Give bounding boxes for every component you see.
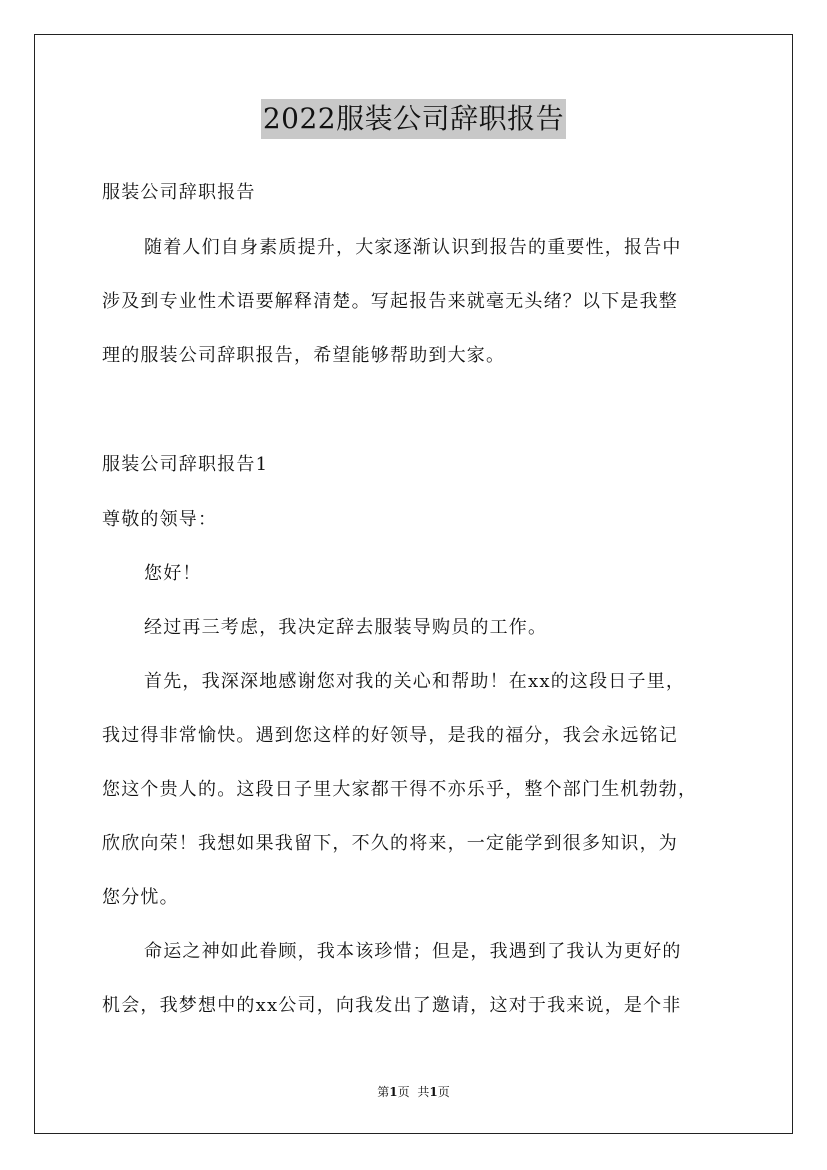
body-line-6: 您分忧。 xyxy=(102,887,179,908)
body-line-2: 首先，我深深地感谢您对我的关心和帮助！在xx的这段日子里， xyxy=(144,671,686,692)
page-footer xyxy=(0,1084,827,1100)
intro-line-1: 随着人们自身素质提升，大家逐渐认识到报告的重要性，报告中 xyxy=(144,237,682,258)
page-prefix: 第 xyxy=(377,1085,390,1099)
section-heading: 服装公司辞职报告1 xyxy=(102,454,269,475)
body-line-5: 欣欣向荣！我想如果我留下，不久的将来，一定能学到很多知识，为 xyxy=(102,833,678,854)
total-prefix: 共 xyxy=(417,1085,430,1099)
subtitle-line: 服装公司辞职报告 xyxy=(102,182,256,203)
page-unit: 页 xyxy=(397,1085,410,1099)
body-line-4: 您这个贵人的。这段日子里大家都干得不亦乐乎，整个部门生机勃勃， xyxy=(102,779,698,800)
body-line-8: 机会，我梦想中的xx公司，向我发出了邀请，这对于我来说，是个非 xyxy=(102,995,682,1016)
body-line-7: 命运之神如此眷顾，我本该珍惜；但是，我遇到了我认为更好的 xyxy=(144,941,682,962)
title-container xyxy=(0,99,827,139)
total-pages: 1 xyxy=(429,1085,438,1099)
body-line-1: 经过再三考虑，我决定辞去服装导购员的工作。 xyxy=(144,617,548,638)
greeting: 您好！ xyxy=(144,563,202,584)
document-title: 2022服装公司辞职报告 xyxy=(261,99,566,139)
intro-line-3: 理的服装公司辞职报告，希望能够帮助到大家。 xyxy=(102,345,506,366)
salutation: 尊敬的领导： xyxy=(102,509,218,530)
total-unit: 页 xyxy=(437,1085,450,1099)
page-number: 1 xyxy=(389,1085,398,1099)
intro-line-2: 涉及到专业性术语要解释清楚。写起报告来就毫无头绪？以下是我整 xyxy=(102,291,678,312)
body-line-3: 我过得非常愉快。遇到您这样的好领导，是我的福分，我会永远铭记 xyxy=(102,725,678,746)
